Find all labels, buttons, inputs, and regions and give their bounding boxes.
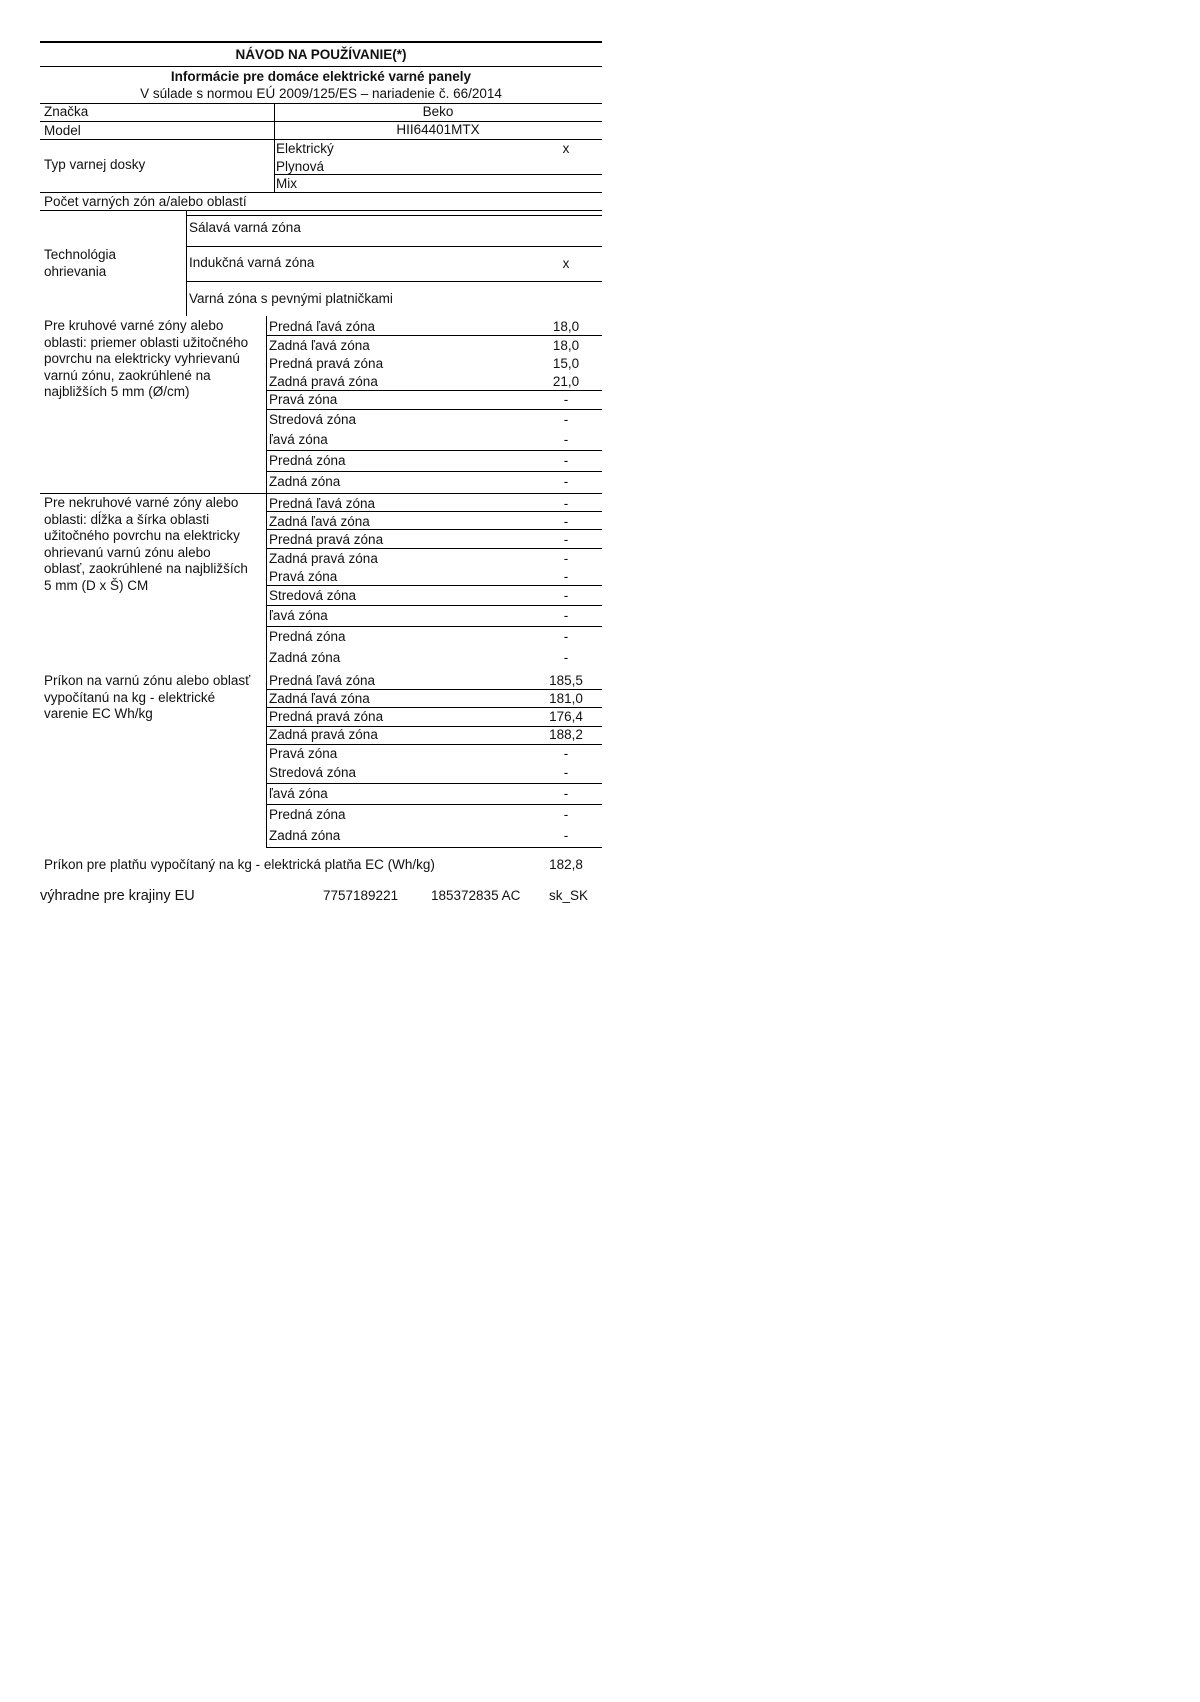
zone-name: Predná ľavá zóna: [269, 496, 376, 511]
zone-name: Pravá zóna: [269, 746, 338, 761]
divider: [40, 493, 266, 494]
zone-value: -: [563, 514, 569, 529]
zone-value: 18,0: [552, 319, 580, 334]
zone-name: Predná pravá zóna: [269, 709, 384, 724]
row-divider: [266, 493, 602, 494]
document-title: NÁVOD NA POUŽÍVANIE(*): [235, 47, 407, 62]
divider: [40, 192, 602, 193]
zone-value: 176,4: [549, 709, 583, 724]
hob-energy-value: 182,8: [549, 857, 583, 872]
technology-induction: Indukčná varná zóna: [189, 255, 315, 270]
hob-type-electric: Elektrický: [276, 141, 334, 156]
divider: [40, 103, 602, 104]
column-divider: [274, 139, 275, 192]
row-divider: [266, 804, 602, 805]
noncircular-zones-label: Pre nekruhové varné zóny alebo oblasti: dĺžka a šírka oblasti užitočného povrchu na elektricky ohrievanú varnú zónu alebo oblasť, zaokrúhlené na najbližších 5 mm (D x Š) CM: [44, 495, 248, 593]
row-divider: [266, 390, 602, 391]
zone-value: 21,0: [552, 374, 580, 389]
zone-name: Zadná ľavá zóna: [269, 691, 370, 706]
heating-technology-label: Technológia ohrievania: [44, 247, 117, 279]
row-divider: [266, 605, 602, 606]
zone-name: Zadná pravá zóna: [269, 551, 378, 566]
zone-value: 18,0: [552, 338, 580, 353]
zone-name: Pravá zóna: [269, 392, 338, 407]
hob-type-mix: Mix: [276, 176, 297, 191]
zone-value: -: [563, 569, 569, 584]
row-divider: [266, 689, 602, 690]
row-divider: [266, 471, 602, 472]
zone-value: -: [563, 650, 569, 665]
zone-value: -: [563, 746, 569, 761]
divider: [40, 121, 602, 122]
zone-name: Predná zóna: [269, 629, 346, 644]
zone-value: -: [563, 532, 569, 547]
zone-name: Predná ľavá zóna: [269, 673, 376, 688]
technology-induction-mark: x: [562, 256, 570, 271]
zone-value: -: [563, 432, 569, 447]
zone-value: -: [563, 474, 569, 489]
zone-name: Zadná pravá zóna: [269, 374, 378, 389]
zone-name: Predná ľavá zóna: [269, 319, 376, 334]
row-divider: [266, 511, 602, 512]
hob-type-label: Typ varnej dosky: [44, 157, 146, 172]
zone-name: Zadná zóna: [269, 650, 341, 665]
row-divider: [266, 585, 602, 586]
zone-value: -: [563, 765, 569, 780]
zone-name: Zadná zóna: [269, 474, 341, 489]
top-border: [40, 41, 602, 43]
zone-value: -: [563, 496, 569, 511]
zone-value: -: [563, 412, 569, 427]
zone-name: ľavá zóna: [269, 432, 328, 447]
footer-code-2: 185372835 AC: [431, 888, 521, 903]
zone-name: ľavá zóna: [269, 608, 328, 623]
zone-value: 181,0: [549, 691, 583, 706]
zone-value: -: [563, 629, 569, 644]
zone-value: -: [563, 608, 569, 623]
zone-value: -: [563, 453, 569, 468]
divider: [40, 210, 602, 211]
divider: [186, 281, 602, 282]
regulation-text: V súlade s normou EÚ 2009/125/ES – nariadenie č. 66/2014: [140, 86, 502, 101]
column-divider: [186, 210, 187, 316]
row-divider: [266, 548, 602, 549]
energy-zones-label: Príkon na varnú zónu alebo oblasť vypočítanú na kg - elektrické varenie EC Wh/kg: [44, 673, 251, 721]
hob-type-gas: Plynová: [276, 159, 325, 174]
column-divider: [266, 316, 267, 847]
zone-name: Stredová zóna: [269, 412, 357, 427]
row-divider: [266, 529, 602, 530]
hob-type-electric-mark: x: [562, 141, 570, 156]
zone-name: Zadná pravá zóna: [269, 727, 378, 742]
divider: [186, 246, 602, 247]
zone-value: -: [563, 551, 569, 566]
model-label: Model: [44, 123, 81, 138]
zone-value: 185,5: [549, 673, 583, 688]
column-divider: [274, 103, 275, 139]
brand-value: Beko: [422, 104, 454, 119]
zone-name: Stredová zóna: [269, 588, 357, 603]
footer-locale: sk_SK: [549, 888, 589, 903]
technology-solid-plate: Varná zóna s pevnými platničkami: [189, 291, 393, 306]
technology-radiant: Sálavá varná zóna: [189, 220, 301, 235]
circular-zones-label: Pre kruhové varné zóny alebo oblasti: priemer oblasti užitočného povrchu na elektricky vyhrievanú varnú zónu, zaokrúhlené na najbližších 5 mm (Ø/cm): [44, 318, 249, 399]
divider: [186, 215, 602, 216]
zone-value: -: [563, 786, 569, 801]
zone-name: Pravá zóna: [269, 569, 338, 584]
row-divider: [266, 726, 602, 727]
row-divider: [266, 847, 602, 848]
model-value: HII64401MTX: [396, 122, 480, 137]
row-divider: [266, 783, 602, 784]
zone-value: 188,2: [549, 727, 583, 742]
zone-value: -: [563, 807, 569, 822]
zone-name: Stredová zóna: [269, 765, 357, 780]
row-divider: [266, 335, 602, 336]
hob-energy-label: Príkon pre platňu vypočítaný na kg - elektrická platňa EC (Wh/kg): [44, 857, 435, 872]
zone-value: 15,0: [552, 356, 580, 371]
document-subtitle: Informácie pre domáce elektrické varné panely: [170, 69, 472, 84]
row-divider: [266, 707, 602, 708]
divider: [274, 174, 602, 175]
zone-name: Zadná ľavá zóna: [269, 514, 370, 529]
zone-value: -: [563, 392, 569, 407]
brand-label: Značka: [44, 104, 89, 119]
zone-name: Zadná zóna: [269, 828, 341, 843]
row-divider: [266, 409, 602, 410]
zone-name: Predná pravá zóna: [269, 356, 384, 371]
zone-value: -: [563, 828, 569, 843]
zone-name: Zadná ľavá zóna: [269, 338, 370, 353]
zone-name: ľavá zóna: [269, 786, 328, 801]
divider: [40, 139, 602, 140]
row-divider: [266, 744, 602, 745]
row-divider: [266, 450, 602, 451]
footer-scope: výhradne pre krajiny EU: [40, 888, 195, 904]
zone-name: Predná zóna: [269, 453, 346, 468]
row-divider: [266, 626, 602, 627]
zone-value: -: [563, 588, 569, 603]
zone-name: Predná zóna: [269, 807, 346, 822]
footer-code-1: 7757189221: [323, 888, 399, 903]
zone-count-label: Počet varných zón a/alebo oblastí: [44, 194, 247, 209]
divider: [40, 66, 602, 67]
zone-name: Predná pravá zóna: [269, 532, 384, 547]
